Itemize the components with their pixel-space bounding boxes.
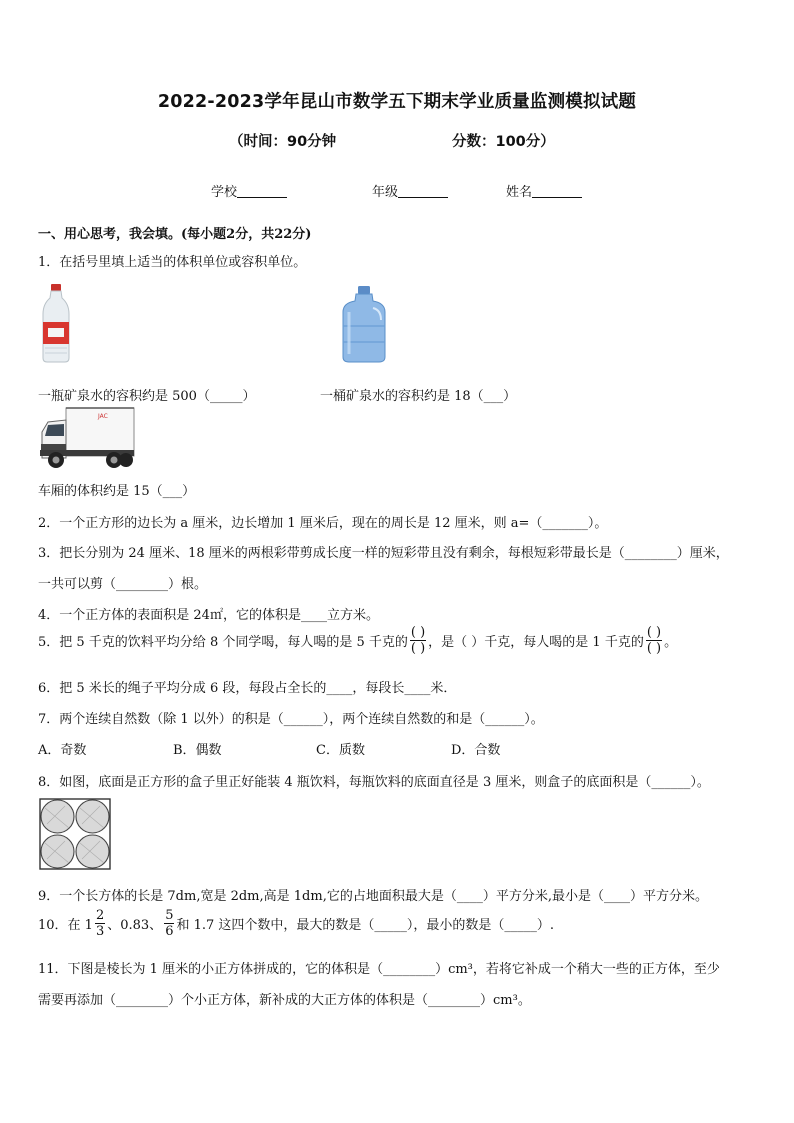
- q10-fraction-2: [164, 909, 174, 938]
- question-5: [38, 626, 677, 655]
- q5-part-a: 5．把 5 千克的饮料平均分给 8 个同学喝，每人喝的是 5 千克的: [38, 635, 408, 650]
- question-1: 1．在括号里填上适当的体积单位或容积单位。: [38, 255, 307, 270]
- question-9: 9．一个长方体的长是 7dm,宽是 2dm,高是 1dm,它的占地面积最大是（____）平方分米,最小是（____）平方分米。: [38, 889, 708, 904]
- q5-part-b: ，是（ ）千克，每人喝的是 1 千克的: [428, 635, 644, 650]
- q5-part-c: 。: [664, 635, 678, 650]
- question-8: 8．如图，底面是正方形的盒子里正好能装 4 瓶饮料，每瓶饮料的底面直径是 3 厘米，则盒子的底面积是（______）。: [38, 775, 710, 790]
- q10-frac2-num: 5: [165, 908, 174, 923]
- q10-part-a: 10．在 1: [38, 918, 93, 933]
- grade-label: 年级: [372, 185, 399, 200]
- question-11-line2: 需要再添加（________）个小正方体，新补成的大正方体的体积是（________）cm³。: [38, 993, 531, 1008]
- q1-bottle-text: 一瓶矿泉水的容积约是 500（_____）: [38, 389, 256, 404]
- q10-frac2-den: 6: [165, 924, 174, 939]
- q7-option-a: A．奇数: [38, 743, 87, 758]
- question-3-line2: 一共可以剪（________）根。: [38, 577, 208, 592]
- q5-fraction-1: [410, 626, 426, 655]
- exam-time: （时间：90分钟: [229, 134, 337, 150]
- q10-part-c: 和 1.7 这四个数中，最大的数是（_____），最小的数是（_____）.: [176, 918, 555, 933]
- section-heading: 一、用心思考，我会填。(每小题2分，共22分): [38, 227, 312, 242]
- school-field: [211, 181, 287, 200]
- question-11-line1: 11．下图是棱长为 1 厘米的小正方体拼成的，它的体积是（________）cm³，若将它补成一个稍大一些的正方体，至少: [38, 962, 720, 977]
- box-four-circles-image: [39, 798, 111, 870]
- svg-text:JAC: JAC: [98, 413, 108, 420]
- q10-frac1-num: 2: [95, 908, 105, 923]
- question-2: 2．一个正方形的边长为 a 厘米，边长增加 1 厘米后，现在的周长是 12 厘米，则 a=（_______）。: [38, 516, 608, 531]
- exam-score: 分数：100分）: [452, 134, 555, 150]
- q7-option-c: C．质数: [316, 743, 365, 758]
- q1-truck-text: 车厢的体积约是 15（___）: [38, 484, 196, 499]
- question-10: [38, 909, 554, 938]
- name-label: 姓名: [506, 185, 533, 200]
- truck-image: [38, 406, 136, 472]
- grade-field: [372, 181, 448, 200]
- q1-bucket-text: 一桶矿泉水的容积约是 18（___）: [320, 389, 517, 404]
- q5-frac1-den: ( ): [410, 641, 426, 656]
- question-7: 7．两个连续自然数（除 1 以外）的积是（______），两个连续自然数的和是（______）。: [38, 712, 544, 727]
- question-3-line1: 3．把长分别为 24 厘米、18 厘米的两根彩带剪成长度一样的短彩带且没有剩余，每根短彩带最长是（________）厘米，: [38, 546, 729, 561]
- q10-frac1-den: 3: [95, 924, 105, 939]
- q10-fraction-1: [95, 909, 105, 938]
- school-label: 学校: [211, 185, 238, 200]
- page-title: 2022-2023学年昆山市数学五下期末学业质量监测模拟试题: [157, 92, 637, 112]
- q7-option-d: D．合数: [451, 743, 501, 758]
- name-field: [506, 181, 582, 200]
- question-4: 4．一个正方体的表面积是 24㎡，它的体积是____立方米。: [38, 608, 379, 623]
- q5-frac2-num: ( ): [646, 625, 662, 640]
- water-bottle-image: [40, 284, 72, 364]
- q5-frac2-den: ( ): [646, 641, 662, 656]
- q7-option-b: B．偶数: [173, 743, 222, 758]
- water-bucket-image: [341, 286, 387, 364]
- q5-fraction-2: [646, 626, 662, 655]
- q10-part-b: 、0.83、: [107, 918, 163, 933]
- q5-frac1-num: ( ): [410, 625, 426, 640]
- question-6: 6．把 5 米长的绳子平均分成 6 段，每段占全长的____，每段长____米．: [38, 681, 457, 696]
